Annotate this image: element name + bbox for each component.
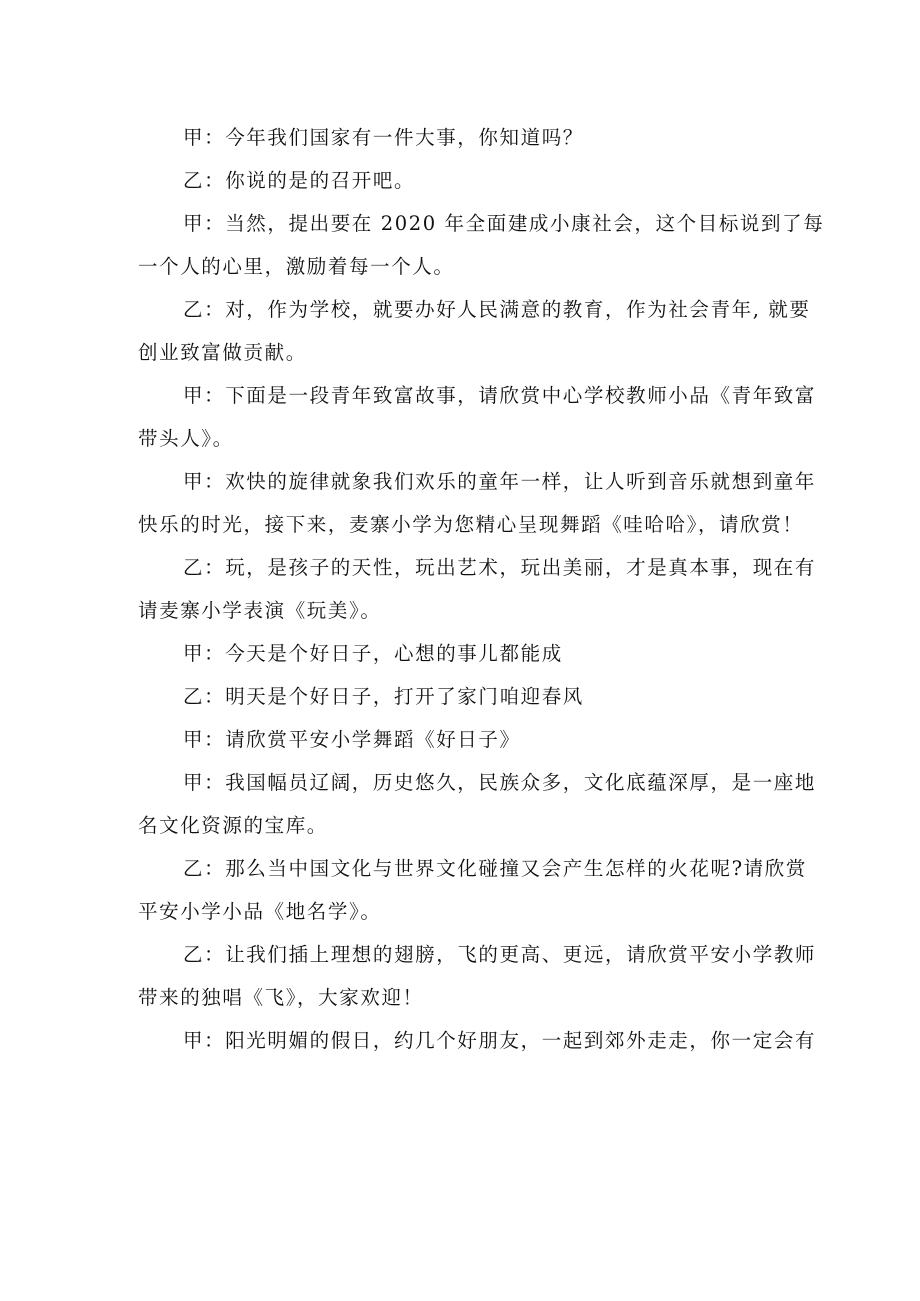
paragraph-line: 甲：欢快的旋律就象我们欢乐的童年一样，让人听到音乐就想到童年 bbox=[183, 470, 817, 493]
paragraph-line: 名文化资源的宝库。 bbox=[138, 814, 328, 837]
paragraph-line: 甲：今天是个好日子，心想的事儿都能成 bbox=[183, 642, 563, 665]
dialogue-paragraph bbox=[138, 202, 825, 288]
dialogue-paragraph bbox=[138, 460, 817, 546]
paragraph-line: 乙：明天是个好日子，打开了家门咱迎春风 bbox=[183, 685, 584, 708]
paragraph-line: 甲：当然，提出要在 2020 年全面建成小康社会，这个目标说到了每 bbox=[183, 212, 825, 235]
paragraph-line: 乙：对，作为学校，就要办好人民满意的教育，作为社会青年, 就要 bbox=[183, 298, 811, 321]
paragraph-line: 甲：请欣赏平安小学舞蹈《好日子》 bbox=[183, 728, 521, 751]
dialogue-paragraph bbox=[138, 847, 807, 933]
dialogue-paragraph bbox=[138, 761, 817, 847]
document-page bbox=[138, 116, 825, 1062]
dialogue-paragraph bbox=[138, 288, 811, 374]
paragraph-line: 乙：玩，是孩子的天性，玩出艺术，玩出美丽，才是真本事，现在有 bbox=[183, 556, 817, 579]
dialogue-paragraph bbox=[138, 718, 783, 761]
dialogue-paragraph bbox=[138, 116, 783, 159]
dialogue-paragraph bbox=[138, 546, 817, 632]
dialogue-paragraph bbox=[138, 675, 783, 718]
paragraph-line: 快乐的时光，接下来，麦寨小学为您精心呈现舞蹈《哇哈哈》，请欣赏！ bbox=[138, 513, 804, 536]
paragraph-line: 乙：那么当中国文化与世界文化碰撞又会产生怎样的火花呢?请欣赏 bbox=[183, 857, 807, 880]
paragraph-line: 甲：我国幅员辽阔，历史悠久，民族众多，文化底蕴深厚，是一座地 bbox=[183, 771, 817, 794]
paragraph-line: 甲：下面是一段青年致富故事，请欣赏中心学校教师小品《青年致富 bbox=[183, 384, 817, 407]
dialogue-paragraph bbox=[138, 1019, 817, 1062]
paragraph-line: 平安小学小品《地名学》。 bbox=[138, 900, 382, 923]
paragraph-line: 乙：你说的是的召开吧。 bbox=[183, 169, 416, 192]
paragraph-line: 甲：阳光明媚的假日，约几个好朋友，一起到郊外走走，你一定会有 bbox=[183, 1029, 817, 1052]
paragraph-line: 请麦寨小学表演《玩美》。 bbox=[138, 599, 382, 622]
paragraph-line: 带头人》。 bbox=[138, 427, 234, 450]
paragraph-line: 创业致富做贡献。 bbox=[138, 341, 307, 364]
dialogue-paragraph bbox=[138, 632, 783, 675]
paragraph-line: 甲：今年我们国家有一件大事，你知道吗？ bbox=[183, 126, 584, 149]
paragraph-line: 一个人的心里，激励着每一个人。 bbox=[138, 255, 455, 278]
dialogue-paragraph bbox=[138, 374, 817, 460]
dialogue-paragraph bbox=[138, 933, 817, 1019]
paragraph-line: 带来的独唱《飞》，大家欢迎！ bbox=[138, 986, 424, 1009]
dialogue-paragraph bbox=[138, 159, 783, 202]
paragraph-line: 乙：让我们插上理想的翅膀，飞的更高、更远，请欣赏平安小学教师 bbox=[183, 943, 817, 966]
